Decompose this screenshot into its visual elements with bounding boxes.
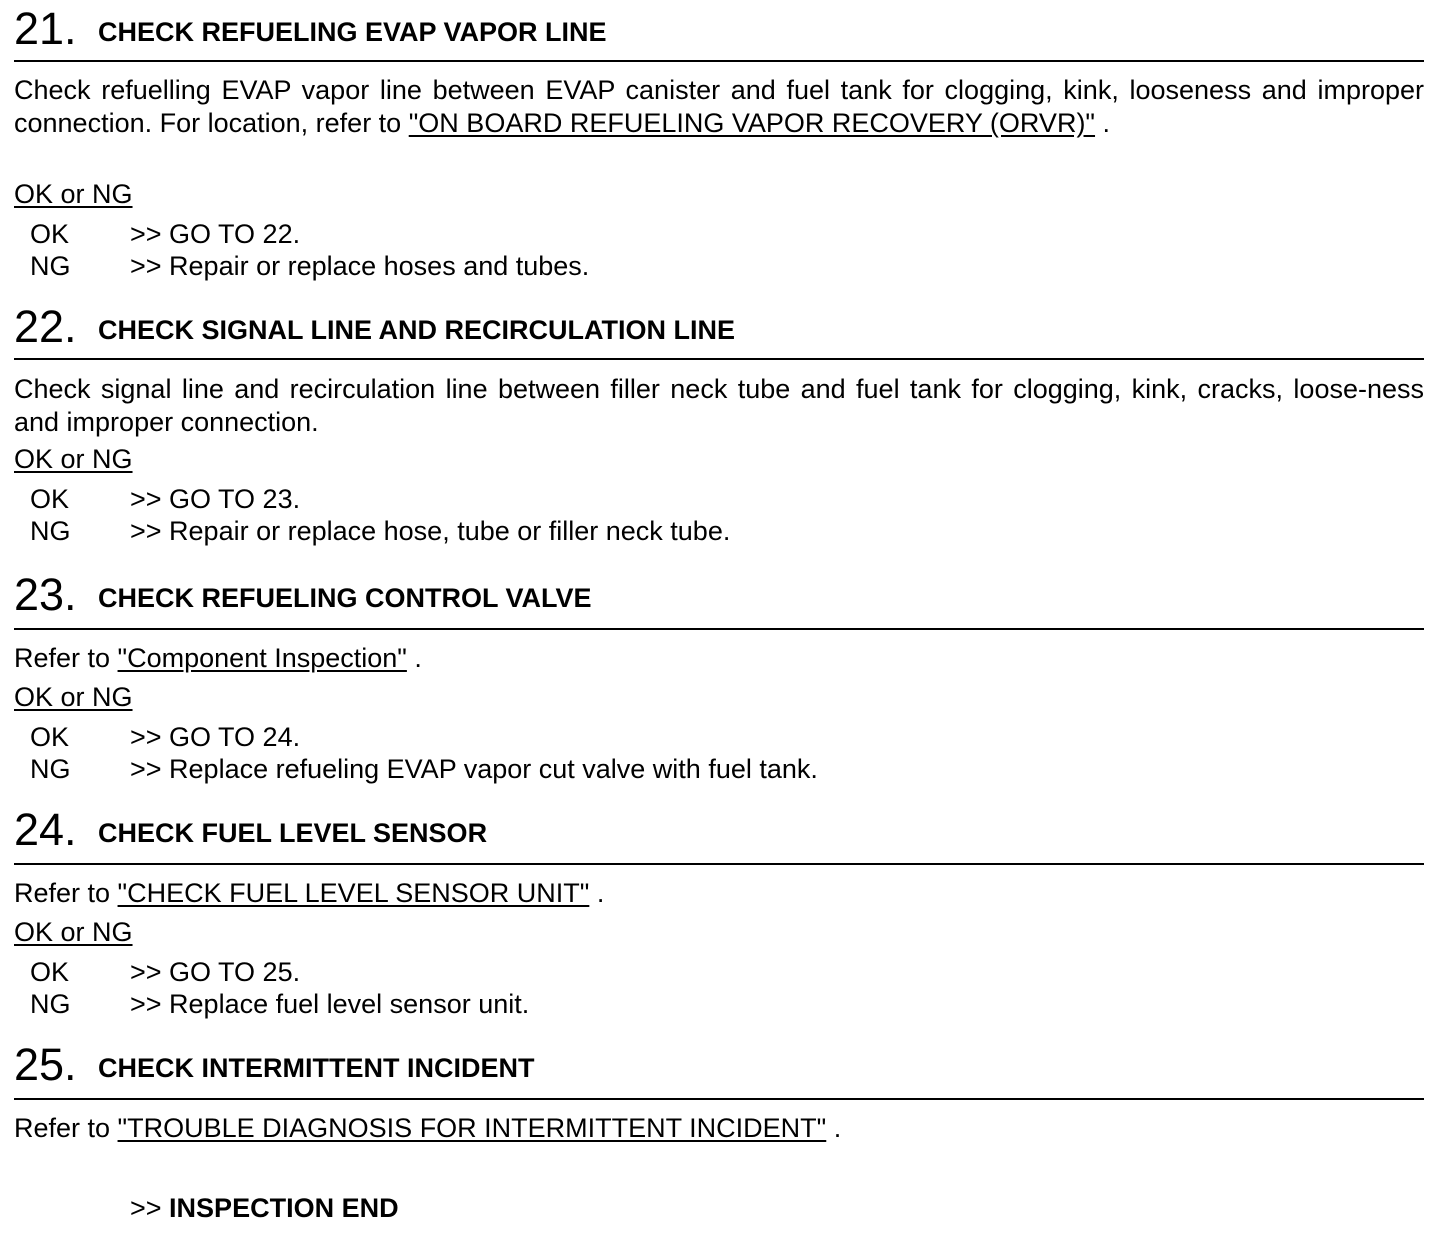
result-ok [14, 956, 1424, 988]
result-code: NG [30, 251, 71, 281]
result-ng [14, 515, 1424, 547]
result-code: NG [30, 989, 71, 1019]
step-number: 21. [14, 3, 77, 54]
result-code: OK [30, 219, 70, 249]
description-suffix: . [589, 878, 605, 908]
step-25 [14, 1038, 1424, 1145]
description-text: Refer to [14, 643, 118, 673]
description-text: Refer to [14, 878, 118, 908]
result-code: NG [30, 754, 71, 784]
step-number: 24. [14, 804, 77, 855]
description-text: Refer to [14, 1113, 118, 1143]
result-action: >> Replace refueling EVAP vapor cut valve with fuel tank. [130, 754, 818, 784]
result-ng [14, 250, 1424, 282]
step-description [14, 1112, 1424, 1145]
step-title: CHECK REFUELING EVAP VAPOR LINE [98, 17, 607, 47]
ok-or-ng-label: OK or NG [14, 179, 133, 209]
result-code: NG [30, 516, 71, 546]
result-action: >> Replace fuel level sensor unit. [130, 989, 530, 1019]
description-text: Check refuelling EVAP vapor line between EVAP canister and fuel tank for clogging, kink, looseness and improper connection. For location, refer to [14, 75, 1424, 138]
intermittent-incident-link[interactable]: "TROUBLE DIAGNOSIS FOR INTERMITTENT INCIDENT" [117, 1113, 827, 1143]
result-action: >> Repair or replace hoses and tubes. [130, 251, 590, 281]
fuel-level-sensor-link[interactable]: "CHECK FUEL LEVEL SENSOR UNIT" [117, 878, 590, 908]
step-number: 23. [14, 569, 77, 620]
result-action: >> GO TO 23. [130, 484, 301, 514]
step-number: 22. [14, 301, 77, 352]
step-header [14, 300, 1424, 360]
step-title: CHECK INTERMITTENT INCIDENT [98, 1053, 535, 1083]
ok-or-ng-label: OK or NG [14, 682, 133, 712]
end-prefix: >> [130, 1193, 170, 1223]
result-ok [14, 218, 1424, 250]
step-header [14, 568, 1424, 630]
component-inspection-link[interactable]: "Component Inspection" [117, 643, 407, 673]
result-action: >> GO TO 22. [130, 219, 301, 249]
inspection-end [130, 1192, 399, 1224]
description-text: Check signal line and recirculation line between filler neck tube and fuel tank for clogging, kink, cracks, loose-ness and improper connection. [14, 374, 1424, 437]
step-23 [14, 568, 1424, 785]
result-action: >> GO TO 24. [130, 722, 301, 752]
result-ng [14, 988, 1424, 1020]
step-header [14, 2, 1424, 62]
result-ok [14, 721, 1424, 753]
step-description [14, 373, 1424, 439]
step-title: CHECK FUEL LEVEL SENSOR [98, 818, 488, 848]
step-header [14, 1038, 1424, 1100]
description-suffix: . [1095, 108, 1111, 138]
step-21 [14, 2, 1424, 282]
result-code: OK [30, 722, 70, 752]
step-24 [14, 803, 1424, 1020]
step-title: CHECK SIGNAL LINE AND RECIRCULATION LINE [98, 315, 736, 345]
result-action: >> GO TO 25. [130, 957, 301, 987]
step-description [14, 642, 1424, 675]
step-description [14, 74, 1424, 140]
step-header [14, 803, 1424, 865]
result-action: >> Repair or replace hose, tube or filler neck tube. [130, 516, 731, 546]
step-22 [14, 300, 1424, 547]
step-description [14, 877, 1424, 910]
step-number: 25. [14, 1039, 77, 1090]
ok-or-ng-label: OK or NG [14, 917, 133, 947]
step-title: CHECK REFUELING CONTROL VALVE [98, 583, 592, 613]
result-ng [14, 753, 1424, 785]
description-suffix: . [406, 643, 422, 673]
result-ok [14, 483, 1424, 515]
end-label: INSPECTION END [169, 1193, 399, 1223]
result-code: OK [30, 957, 70, 987]
description-suffix: . [826, 1113, 842, 1143]
result-code: OK [30, 484, 70, 514]
ok-or-ng-label: OK or NG [14, 444, 133, 474]
orvr-link[interactable]: "ON BOARD REFUELING VAPOR RECOVERY (ORVR)" [408, 108, 1096, 138]
